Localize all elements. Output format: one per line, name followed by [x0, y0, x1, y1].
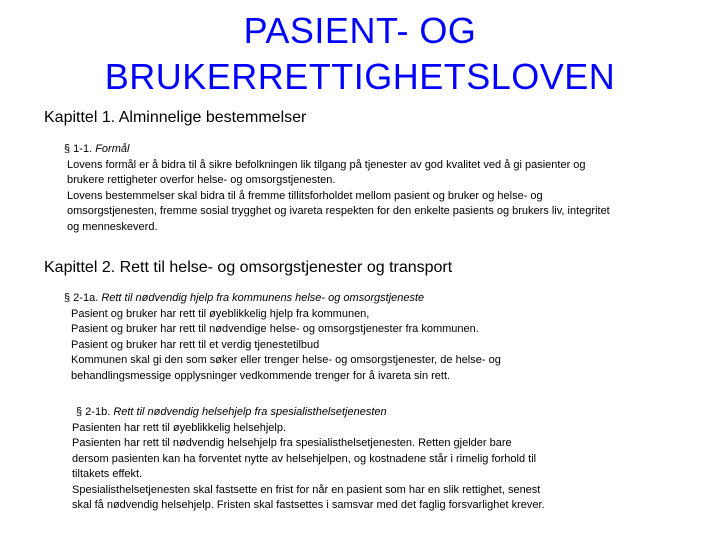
- title-line-2: BRUKERRETTIGHETSLOVEN: [104, 56, 616, 97]
- section-2-1b: [72, 405, 545, 514]
- section-2-1a-title: Rett til nødvendig hjelp fra kommunens helse- og omsorgstjeneste: [101, 292, 425, 304]
- section-2-1b-line: Pasienten har rett til øyeblikkelig helsehjelp.: [72, 421, 287, 434]
- section-1-1-number: § 1-1.: [64, 143, 93, 155]
- section-2-1b-line: Pasienten har rett til nødvendig helsehjelp fra spesialisthelsetjenesten. Retten gjelder bare: [72, 437, 512, 449]
- section-1-1-title: Formål: [95, 143, 130, 155]
- section-2-1b-number: § 2-1b.: [76, 406, 111, 418]
- section-2-1b-title: Rett til nødvendig helsehjelp fra spesialisthelsetjenesten: [113, 406, 387, 418]
- section-2-1a-line: Pasient og bruker har rett til øyeblikkelig hjelp fra kommunen,: [71, 307, 370, 320]
- section-1-1-line: Lovens bestemmelser skal bidra til å fremme tillitsforholdet mellom pasient og bruker og helse- og: [67, 189, 543, 202]
- section-2-1b-line: Spesialisthelsetjenesten skal fastsette en frist for når en pasient som har en slik rettighet, senest: [72, 483, 541, 496]
- section-1-1-line: Lovens formål er å bidra til å sikre befolkningen lik tilgang på tjenester av god kvalitet ved å gi pasienter og: [67, 158, 586, 171]
- section-2-1b-line: tiltakets effekt.: [72, 468, 143, 480]
- section-2-1b-header: [72, 405, 545, 421]
- section-2-1a-number: § 2-1a.: [64, 292, 99, 304]
- chapter-2-heading: Kapittel 2. Rett til helse- og omsorgstjenester og transport: [44, 259, 453, 276]
- section-2-1a-line: Kommunen skal gi den som søker eller trenger helse- og omsorgstjenester, de helse- og: [71, 354, 501, 366]
- section-2-1b-line: skal få nødvendig helsehjelp. Fristen skal fastsettes i samsvar med det faglig forsvarlighet krever.: [72, 499, 545, 511]
- title-line-1: PASIENT- OG: [243, 10, 477, 51]
- section-1-1-line: omsorgstjenesten, fremme sosial trygghet og ivareta respekten for den enkelte pasients og brukers liv, integritet: [67, 205, 610, 217]
- section-2-1a: [64, 291, 501, 384]
- section-1-1-header: [64, 142, 610, 158]
- chapter-1-heading: Kapittel 1. Alminnelige bestemmelser: [44, 109, 307, 126]
- section-2-1a-header: [64, 291, 501, 307]
- section-2-1a-line: Pasient og bruker har rett til nødvendige helse- og omsorgstjenester fra kommunen.: [71, 323, 479, 335]
- section-1-1-line: og menneskeverd.: [67, 220, 158, 233]
- section-2-1b-line: dersom pasienten kan ha forventet nytte av helsehjelpen, og kostnadene står i rimelig forhold til: [72, 452, 537, 465]
- page-title: [0, 8, 720, 100]
- section-1-1: [64, 142, 610, 235]
- section-2-1a-line: Pasient og bruker har rett til et verdig tjenestetilbud: [71, 338, 320, 351]
- section-2-1a-line: behandlingsmessige opplysninger vedkommende trenger for å ivareta sin rett.: [71, 369, 451, 382]
- section-1-1-line: brukere rettigheter overfor helse- og omsorgstjenesten.: [67, 174, 336, 186]
